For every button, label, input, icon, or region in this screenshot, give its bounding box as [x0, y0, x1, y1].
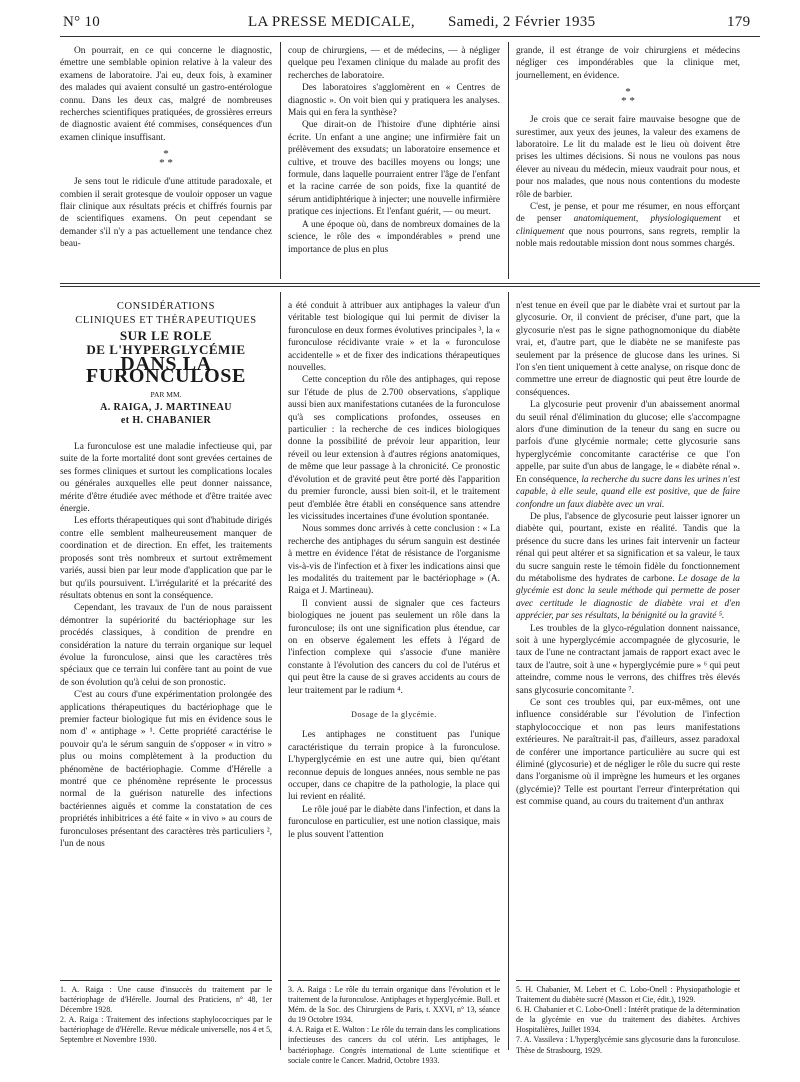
- paragraph: Les troubles de la glyco-régulation donnent naissance, soit à une hyperglycémie accompagnée de glycosurie, le taux de l'une ne contractant jamais de rapport exact avec le taux de l'autre, soit à une « hyperglycémie pure » ⁶ qui peut atteindre, comme nous le verrons, des chiffres très élevés sans glycosurie concomitante ⁷.: [516, 623, 740, 696]
- asterism: * * *: [159, 148, 173, 170]
- paragraph: Les efforts thérapeutiques qui sont d'habitude dirigés contre elle semblent malheureusement manquer de coordination et de direction. En effet, les traitements proposés sont très nombreux et surtout extrêmement variés, aussi bien par leur mode d'application que par le but qu'ils poursuivent. L'irrégularité et la précarité des résultats obtenus en sont la conséquence.: [60, 516, 272, 601]
- top-column-1: [60, 45, 272, 251]
- paragraph: Il convient aussi de signaler que ces facteurs biologiques ne jouent pas seulement un rôle dans la furonculose; ils ont une signification plus étendue, car on en observe également les effets à l'égard de l'infection complexe qui s'associe d'une manière constante à l'évolution des cancers du col de l'utérus et qui peut être la cause de si graves accidents au cours de leur traitement par le radium ⁴.: [288, 598, 500, 696]
- top-column-3: [516, 45, 740, 251]
- article-title-block: [60, 300, 272, 427]
- paragraph: Des laboratoires s'agglomèrent en « Centres de diagnostic ». On voit bien qui y pratiquera les analyses. Mais qui en fera la synthèse?: [288, 83, 500, 119]
- running-header: [0, 10, 800, 36]
- footnote: 5. H. Chabanier, M. Lebert et C. Lobo-Onell : Physiopathologie et Traitement du diabète sucré (Masson et Cie, édit.), 1929.: [516, 985, 740, 1005]
- header-rule: [60, 36, 760, 37]
- footnote-rule: [288, 980, 500, 981]
- title-line: SUR LE ROLE: [119, 328, 213, 343]
- footnote: 1. A. Raiga : Une cause d'insuccès du traitement par le bactériophage de d'Hérelle. Journal des Praticiens, n° 48, 1er Décembre 1928.: [60, 985, 272, 1015]
- asterism: * * *: [621, 86, 635, 108]
- paragraph: Que dirait-on de l'histoire d'une diphtérie ainsi écrite. Un enfant a une angine; une infirmière fait un prélèvement des exsudats; un laboratoire ensemence et cultive, et trouve des bacilles moyens ou longs; une formule, dans laquelle pourraient entrer l'âge de l'enfant et la racine carrée de son poids, fixe la quantité de sérum antidiphtérique à injecter; une nouvelle infirmière pratique ces injections. Et l'enfant guérit, — ou meurt.: [288, 120, 500, 218]
- section-rule: [60, 286, 760, 287]
- paragraph: a été conduit à attribuer aux antiphages la valeur d'un véritable test biologique qui lui permit de diviser la furonculose en deux formes évolutives principales ³, la « furonculose récidivante vraie » et la « furonculose accidentelle » et de fixer des indications thérapeutiques nouvelles.: [288, 301, 500, 374]
- emphasis: Le dosage de la glycémie est donc la seule méthode qui permette de poser avec certitude le diagnostic de diabète vrai et d'en apprécier, par ses résultats, la bénignité ou la gravité ⁵.: [516, 573, 740, 622]
- paragraph: C'est au cours d'une expérimentation prolongée des applications thérapeutiques du bactériophage que le premier facteur biologique fut mis en évidence sous le nom d' « antiphage » ¹. Cette propriété caractérise le pouvoir qu'a le sérum sanguin de s'opposer « in vitro » plus ou moins complètement à la production du phénomène de bactériophagie. Comme d'Hérelle a montré que ce phénomène représente le processus normal de la guérison naturelle des infections bactériennes aiguës et comme la constatation de ces propriétés inhibitrices a été faite « in vivo » au cours de furonculoses présentant des caractères très particuliers ², l'un de nous: [60, 690, 272, 850]
- paragraph: Le rôle joué par le diabète dans l'infection, et dans la furonculose en particulier, est une notion classique, mais le plus souvent l'attention: [288, 804, 500, 840]
- title-line: DE L'HYPERGLYCÉMIE: [86, 342, 246, 358]
- footnote: 3. A. Raiga : Le rôle du terrain organique dans l'évolution et le traitement de la furonculose. Antiphages et hyperglycémie. Bull. et Mém. de la Soc. des Chirurgiens de Paris, t. XXVI, n° 13, séance du 19 Octobre 1934.: [288, 985, 500, 1025]
- top-column-2: [288, 45, 500, 256]
- footnote-rule: [60, 980, 272, 981]
- journal-title: LA PRESSE MEDICALE,: [248, 14, 415, 30]
- paragraph: Je crois que ce serait faire mauvaise besogne que de surestimer, aux yeux des jeunes, la valeur des examens de laboratoire. Le lit du malade est le lieu où doivent être prises les ultimes décisions. Si nous ne voulons pas nous élever au niveau du médecin, mieux vaudrait pour nous, et pour nos malades, que nous nous contentions du modeste rôle de barbier.: [516, 115, 740, 200]
- kicker: CLINIQUES ET THÉRAPEUTIQUES: [75, 315, 257, 326]
- emphasis: anatomiquement, physiologiquement: [573, 214, 722, 225]
- paragraph: A une époque où, dans de nombreux domaines de la science, le rôle des « impondérables » prend une importance de plus en plus: [288, 219, 500, 255]
- paragraph: n'est tenue en éveil que par le diabète vrai et surtout par la glycosurie. Or, il convient de préciser, d'une part, que la glycosurie n'est pas le signe pathognomonique du diabète vrai, et, d'autre part, que le diabète ne se manifeste pas seulement par la présence de glucose dans les urines. Si l'on s'en tient uniquement à cette analyse, on risque donc de commettre une erreur de diagnostic qui peut être lourde de conséquences.: [516, 301, 740, 398]
- footnote: 6. H. Chabanier et C. Lobo-Onell : Intérêt pratique de la détermination de la glycémie en vue du traitement des diabètes. Archives Hospitalières, Juillet 1934.: [516, 1005, 740, 1035]
- issue-number: N° 10: [63, 14, 101, 30]
- paragraph: C'est, je pense, et pour me résumer, en nous efforçant de penser anatomiquement, physiologiquement et cliniquement que nous pourrons, sans regrets, remplir la noble mais redoutable mission dont nous sommes chargés.: [516, 202, 740, 250]
- emphasis: la recherche du sucre dans les urines n'est capable, à elle seule, quand elle est positive, que de faire confondre un faux diabète avec un vrai.: [516, 474, 740, 510]
- article-title: DANS LA FURONCULOSE: [86, 352, 246, 388]
- section-rule: [60, 283, 760, 284]
- footnote-rule: [516, 980, 740, 981]
- article-column-3: [516, 300, 740, 809]
- kicker: CONSIDÉRATIONS: [116, 301, 216, 312]
- paragraph: Je sens tout le ridicule d'une attitude paradoxale, et combien il serait grotesque de vouloir opposer un vague flair clinique aux résultats précis et chiffrés fournis par de scientifiques examens. On peut cependant se demander s'il n'y a pas actuellement une tendance chez beau-: [60, 177, 272, 250]
- footnotes-column-3: [516, 985, 740, 1056]
- paragraph: La glycosurie peut provenir d'un abaissement anormal du seuil rénal d'élimination du glucose; elle s'accompagne alors d'une diminution de la teneur du sang en sucre ou parfois d'une glycémie normale; cette glycosurie sans hyperglycémie concomitante caractérise ce que l'on appelle, par suite d'un abus de langage, le « diabète rénal ». En conséquence, la recherche du sucre dans les urines n'est capable, à elle seule, quand elle est positive, que de faire confondre un faux diabète avec un vrai.: [516, 400, 740, 510]
- paragraph: De plus, l'absence de glycosurie peut laisser ignorer un diabète qui, pourtant, existe en réalité. Tandis que la présence du sucre dans les urines fait intervenir un facteur rénal qui peut altérer et sa signification et sa valeur, le taux du sucre sanguin reste le témoin fidèle du fonctionnement du métabolisme des hydrates de carbone. Le dosage de la glycémie est donc la seule méthode qui permette de poser avec certitude le diagnostic de diabète vrai et d'en apprécier, par ses résultats, la bénignité ou la gravité ⁵.: [516, 511, 740, 622]
- paragraph: Cette conception du rôle des antiphages, qui repose sur l'étude de plus de 2.700 observations, s'applique aussi bien aux manifestations cutanées de la furonculose qu'à ses complications profondes, osseuses en particulier : la recherche de ces indices biologiques donne la possibilité de prévoir leur apparition, leur réveil ou leur extension à d'autres régions anatomiques, de même que leur passage à la chronicité. Ce pronostic d'évolution et de gravité peut être porté dès l'apparition du premier furoncle, aussi bien soit-il, et le traitement peut d'emblée être établi en conséquence sans attendre les vicissitudes incertaines d'une évolution spontanée.: [288, 375, 500, 522]
- paragraph: Ce sont ces troubles qui, par eux-mêmes, ont une influence considérable sur l'évolution de l'infection staphylococcique et non pas leurs manifestations extérieures. Ne paraîtrait-il pas, d'ailleurs, assez paradoxal de conférer une importance particulière au sucre qui est éliminé (glycosurie) et de négliger le rôle du sucre qui reste dans l'organisme où il imprègne les humeurs et les organes (glycémie)? Telle est pourtant l'erreur d'interprétation qui est commise quand, au cours du traitement d'un anthrax: [516, 698, 740, 808]
- section-heading: Dosage de la glycémie.: [351, 710, 437, 719]
- footnote: 4. A. Raiga et E. Walton : Le rôle du terrain dans les complications infectieuses des cancers du col utérin. Les antiphages, le bactériophage. Congrès international de Lutte scientifique et sociale contre le Cancer. Madrid, Octobre 1933.: [288, 1025, 500, 1065]
- column-divider: [280, 292, 281, 1050]
- column-divider: [508, 292, 509, 1050]
- footnotes-column-2: [288, 985, 500, 1066]
- article-column-2: [288, 300, 500, 841]
- footnote: 7. A. Vassileva : L'hyperglycémie sans glycosurie dans la furonculose. Thèse de Strasbourg, 1929.: [516, 1035, 740, 1055]
- column-divider: [280, 42, 281, 279]
- paragraph: grande, il est étrange de voir chirurgiens et médecins négliger ces impondérables que la clinique met, journellement, en évidence.: [516, 46, 740, 81]
- paragraph: coup de chirurgiens, — et de médecins, — à négliger quelque peu l'examen clinique du malade au profit des recherches de laboratoire.: [288, 46, 500, 81]
- footnotes-column-1: [60, 985, 272, 1046]
- authors: et H. CHABANIER: [120, 415, 212, 427]
- column-divider: [508, 42, 509, 279]
- paragraph: Les antiphages ne constituent pas l'unique caractéristique du terrain propice à la furonculose. L'hyperglycémie en est une autre qui, bien qu'étant reconnue depuis de longues années, nous semble ne pas occuper, dans ce chapitre de la pathologie, la place qui lui revient en réalité.: [288, 730, 500, 803]
- footnote: 2. A. Raiga : Traitement des infections staphylococciques par le bactériophage de d'Hérelle. Revue médicale universelle, nos 4 et 5, Septembre et Novembre 1930.: [60, 1015, 272, 1045]
- page-number: 179: [727, 14, 751, 30]
- paragraph: On pourrait, en ce qui concerne le diagnostic, émettre une semblable opinion relative à la valeur des examens de laboratoire. J'ai eu, deux fois, à examiner des malades qui avaient consulté un gastro-entérologue connu. Dans les deux cas, malgré de nombreuses recherches scientifiques pratiquées, de grossières erreurs de diagnostic avaient été commises, conséquences d'un examen clinique insuffisant.: [60, 46, 272, 143]
- authors: A. RAIGA, J. MARTINEAU: [100, 402, 232, 414]
- paragraph: Nous sommes donc arrivés à cette conclusion : « La recherche des antiphages du sérum sanguin est destinée à mettre en évidence l'état de résistance de l'organisme vis-à-vis de l'infection et à fixer les indications ainsi que les modalités du traitement par le bactériophage » (A. Raiga et J. Martineau).: [288, 524, 500, 597]
- issue-date: Samedi, 2 Février 1935: [448, 14, 596, 30]
- paragraph: Cependant, les travaux de l'un de nous paraissent démontrer la supériorité du bactériophage sur les procédés classiques, à condition de prendre en considération la nature du terrain organique sur lequel évolue la furonculose, ainsi que les caractères très spéciaux que ce terrain lui confère tant au point de vue de son évolution qu'à celui de son pronostic.: [60, 603, 272, 688]
- emphasis: cliniquement: [516, 226, 565, 237]
- article-column-1: [60, 300, 272, 850]
- paragraph: La furonculose est une maladie infectieuse qui, par suite de la forte mortalité dont sont grevées certaines de ses formes cliniques et surtout les complications locales ou générales auxquelles elle peut donner naissance, mérite d'être étudiée avec méthode et d'être traitée avec énergie.: [60, 442, 272, 515]
- byline-par: PAR MM.: [150, 389, 182, 399]
